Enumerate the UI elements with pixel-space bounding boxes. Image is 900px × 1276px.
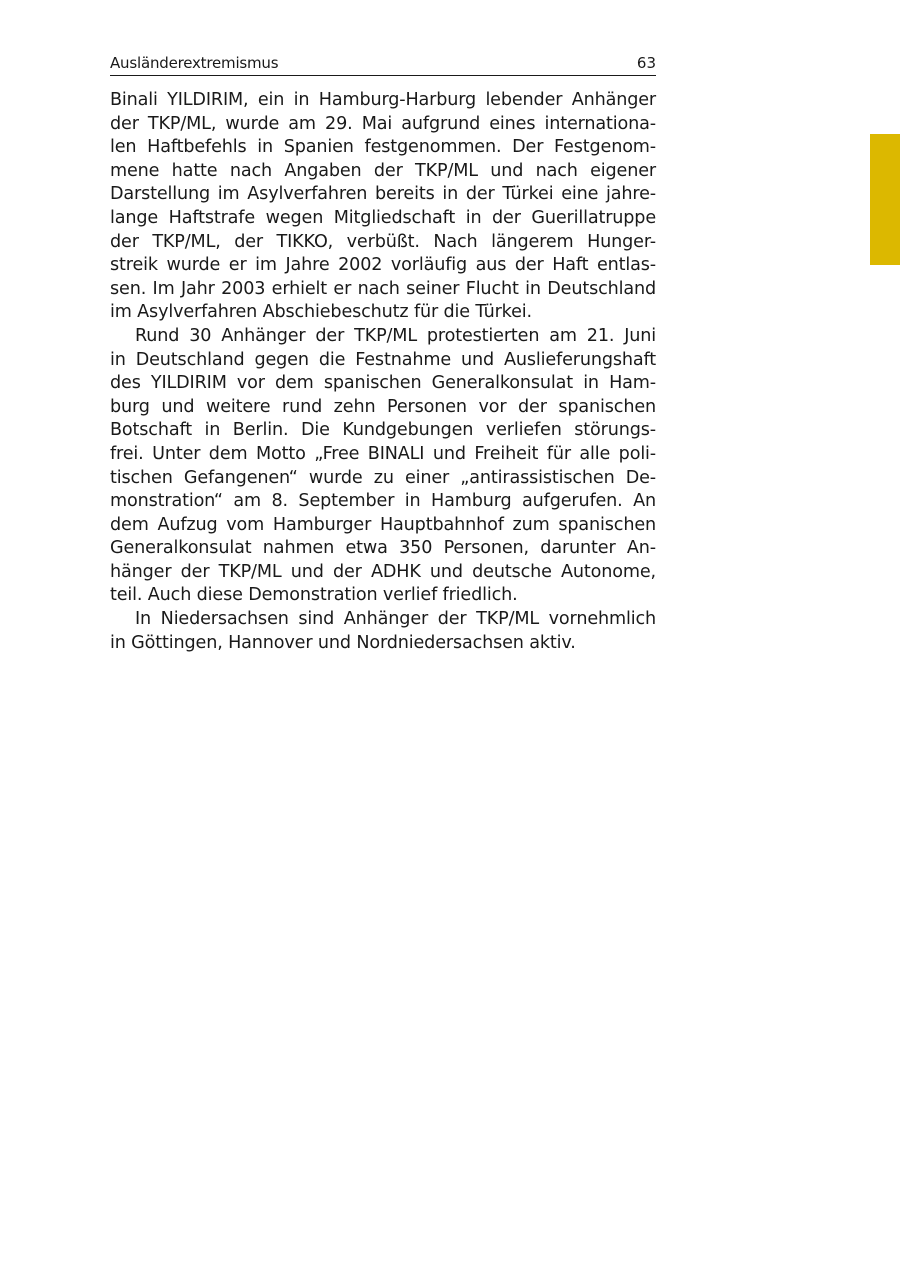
text-line: burg und weitere rund zehn Personen vor der spanischen [110,396,656,417]
text-line: der TKP/ML, der TIKKO, verbüßt. Nach längerem Hunger- [110,231,656,252]
page-header [110,53,656,76]
text-line: teil. Auch diese Demonstration verlief friedlich. [110,585,518,606]
body-text [110,89,656,655]
text-line: in Göttingen, Hannover und Nordniedersachsen aktiv. [110,632,576,653]
text-line: len Haftbefehls in Spanien festgenommen. Der Festgenom- [110,137,656,158]
text-line: Darstellung im Asylverfahren bereits in der Türkei eine jahre- [110,184,656,205]
text-line: im Asylverfahren Abschiebeschutz für die Türkei. [110,302,532,323]
text-line: monstration“ am 8. September in Hamburg aufgerufen. An [110,491,656,512]
text-line: Generalkonsulat nahmen etwa 350 Personen, darunter An- [110,538,656,559]
text-line: frei. Unter dem Motto „Free BINALI und Freiheit für alle poli- [110,443,656,464]
text-line: Botschaft in Berlin. Die Kundgebungen verliefen störungs- [110,420,656,441]
text-line: In Niedersachsen sind Anhänger der TKP/ML vornehmlich [135,609,656,630]
text-line: Binali YILDIRIM, ein in Hamburg-Harburg lebender Anhänger [110,90,656,110]
text-line: lange Haftstrafe wegen Mitgliedschaft in der Guerillatruppe [110,207,656,228]
text-line: streik wurde er im Jahre 2002 vorläufig aus der Haft entlas- [110,255,656,276]
paragraph-3 [110,608,656,655]
paragraph-1 [110,89,656,325]
page-number: 63 [636,54,656,72]
text-line: der TKP/ML, wurde am 29. Mai aufgrund eines internationa- [110,113,656,134]
text-line: dem Aufzug vom Hamburger Hauptbahnhof zum spanischen [110,514,656,535]
text-line: hänger der TKP/ML und der ADHK und deutsche Autonome, [110,561,656,582]
text-line: sen. Im Jahr 2003 erhielt er nach seiner Flucht in Deutschland [110,278,656,299]
text-line: tischen Gefangenen“ wurde zu einer „antirassistischen De- [110,467,656,488]
text-line: Rund 30 Anhänger der TKP/ML protestierten am 21. Juni [135,325,656,346]
text-line: in Deutschland gegen die Festnahme und Auslieferungshaft [110,349,656,370]
text-line: des YILDIRIM vor dem spanischen Generalkonsulat in Ham- [110,373,656,394]
running-header-title: Ausländerextremismus [110,54,279,72]
paragraph-2 [110,325,656,608]
chapter-tab-marker [870,134,900,265]
text-line: mene hatte nach Angaben der TKP/ML und nach eigener [110,160,656,181]
